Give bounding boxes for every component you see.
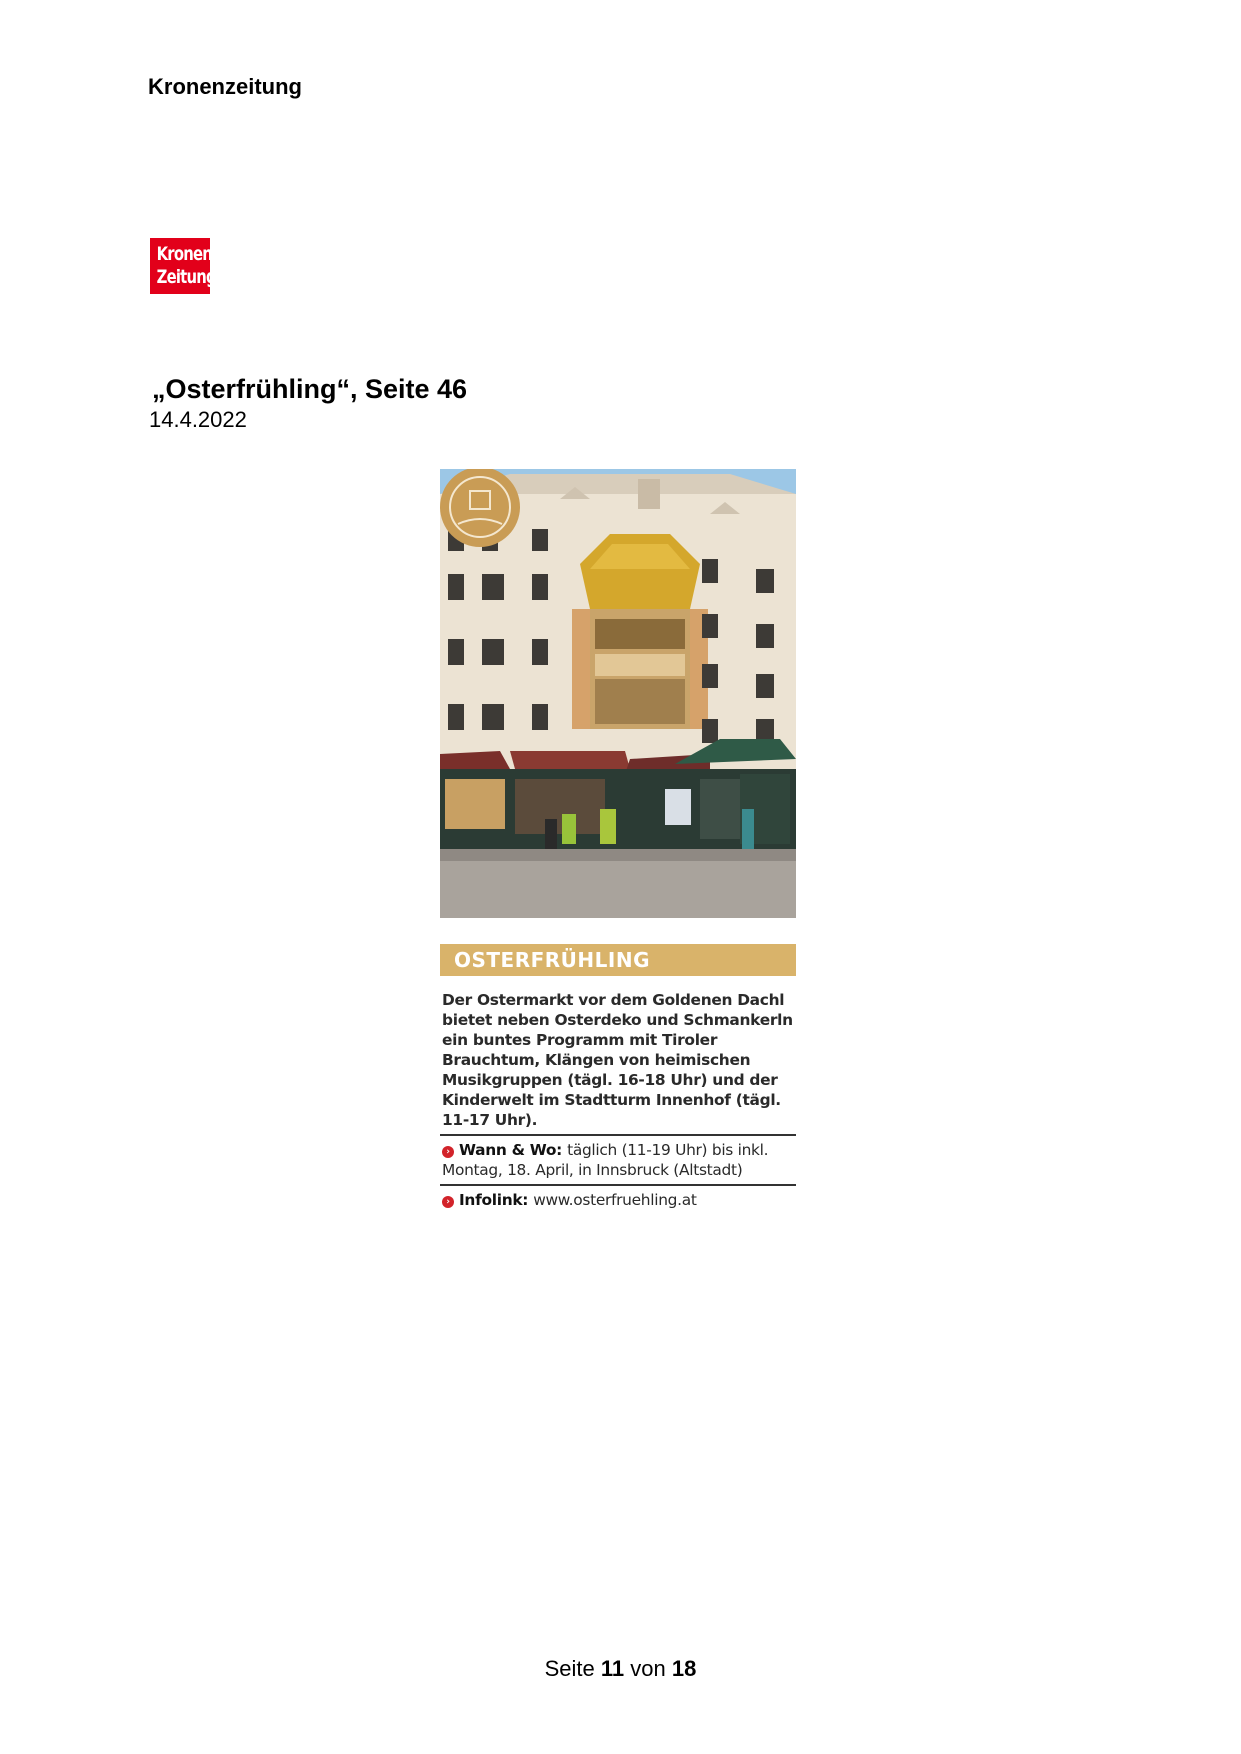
page-current: 11 [600, 1656, 625, 1681]
article-date: 14.4.2022 [149, 407, 247, 432]
bullet-icon: › [442, 1146, 454, 1158]
divider [440, 1134, 796, 1136]
clipping-heading: OSTERFRÜHLING [440, 944, 796, 976]
page-middle: von [630, 1656, 666, 1681]
when-where-value: täglich (11-19 Uhr) bis inkl. Montag, 18. April, in Innsbruck (Altstadt) [442, 1141, 769, 1179]
clipping-body: Der Ostermarkt vor dem Goldenen Dachl bietet neben Osterdeko und Schmankerln ein buntes Programm mit Tiroler Brauchtum, Klängen von heimischen Musikgruppen (tägl. 16-18 Uhr) und der Kinderwelt im Stadtturm Innenhof (tägl. 11-17 Uhr). [442, 991, 793, 1129]
infolink-line [440, 1190, 796, 1210]
page-prefix: Seite [544, 1656, 595, 1681]
article-title: „Osterfrühling“, Seite 46 [152, 374, 468, 404]
bullet-icon: › [442, 1196, 454, 1208]
newspaper-clipping [440, 469, 796, 1210]
divider [440, 1184, 796, 1186]
publication-name: Kronenzeitung [148, 74, 302, 99]
page-counter [0, 1656, 1241, 1682]
when-where-line [440, 1140, 796, 1180]
market-photo [440, 469, 796, 918]
when-where-label: Wann & Wo: [459, 1141, 563, 1159]
infolink-label: Infolink: [459, 1191, 529, 1209]
logo-line-2: Zeitung [156, 266, 216, 288]
page-total: 18 [671, 1656, 697, 1681]
infolink-url: www.osterfruehling.at [533, 1191, 697, 1209]
kronen-zeitung-logo [150, 238, 216, 294]
logo-line-1: Kronen [156, 243, 213, 265]
